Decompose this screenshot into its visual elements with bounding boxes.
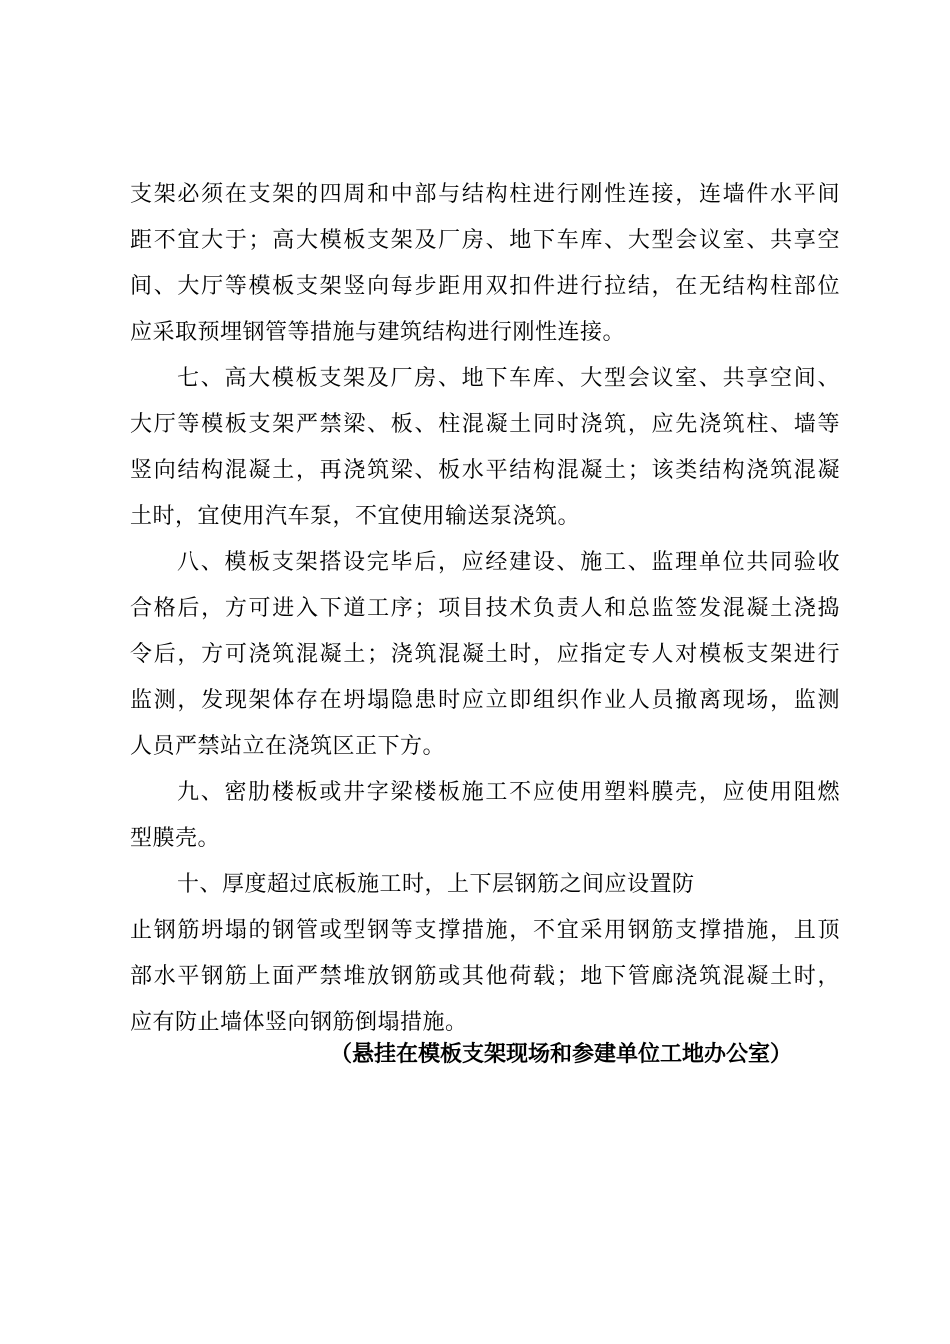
- text-line: 监测，发现架体存在坍塌隐患时应立即组织作业人员撤离现场，监测: [130, 688, 840, 713]
- text-line: 距不宜大于；高大模板支架及厂房、地下车库、大型会议室、共享空: [130, 228, 840, 253]
- text-line: 八、模板支架搭设完毕后，应经建设、施工、监理单位共同验收: [177, 550, 840, 575]
- text-line: 应有防止墙体竖向钢筋倒塌措施。: [130, 1010, 468, 1035]
- body-text: [130, 172, 840, 1046]
- text-line: 九、密肋楼板或井字梁楼板施工不应使用塑料膜壳，应使用阻燃: [177, 780, 840, 805]
- text-line: 型膜壳。: [130, 826, 221, 851]
- text-line: 令后，方可浇筑混凝土；浇筑混凝土时，应指定专人对模板支架进行: [130, 642, 840, 667]
- text-line: 竖向结构混凝土，再浇筑梁、板水平结构混凝土；该类结构浇筑混凝: [130, 458, 840, 483]
- text-line: 合格后，方可进入下道工序；项目技术负责人和总监签发混凝土浇捣: [130, 596, 840, 621]
- footer-note: （悬挂在模板支架现场和参建单位工地办公室）: [330, 1041, 793, 1067]
- text-line: 止钢筋坍塌的钢管或型钢等支撑措施，不宜采用钢筋支撑措施，且顶: [130, 918, 840, 943]
- text-line: 间、大厅等模板支架竖向每步距用双扣件进行拉结，在无结构柱部位: [130, 274, 840, 299]
- text-line: 七、高大模板支架及厂房、地下车库、大型会议室、共享空间、: [177, 366, 840, 391]
- text-line: 人员严禁站立在浇筑区正下方。: [130, 734, 446, 759]
- text-line: 土时，宜使用汽车泵，不宜使用输送泵浇筑。: [130, 504, 581, 529]
- text-line: 十、厚度超过底板施工时，上下层钢筋之间应设置防: [177, 872, 695, 897]
- text-line: 大厅等模板支架严禁梁、板、柱混凝土同时浇筑，应先浇筑柱、墙等: [130, 412, 840, 437]
- text-line: 部水平钢筋上面严禁堆放钢筋或其他荷载；地下管廊浇筑混凝土时，: [130, 964, 840, 989]
- text-line: 支架必须在支架的四周和中部与结构柱进行刚性连接，连墙件水平间: [130, 182, 840, 207]
- text-line: 应采取预埋钢管等措施与建筑结构进行刚性连接。: [130, 320, 626, 345]
